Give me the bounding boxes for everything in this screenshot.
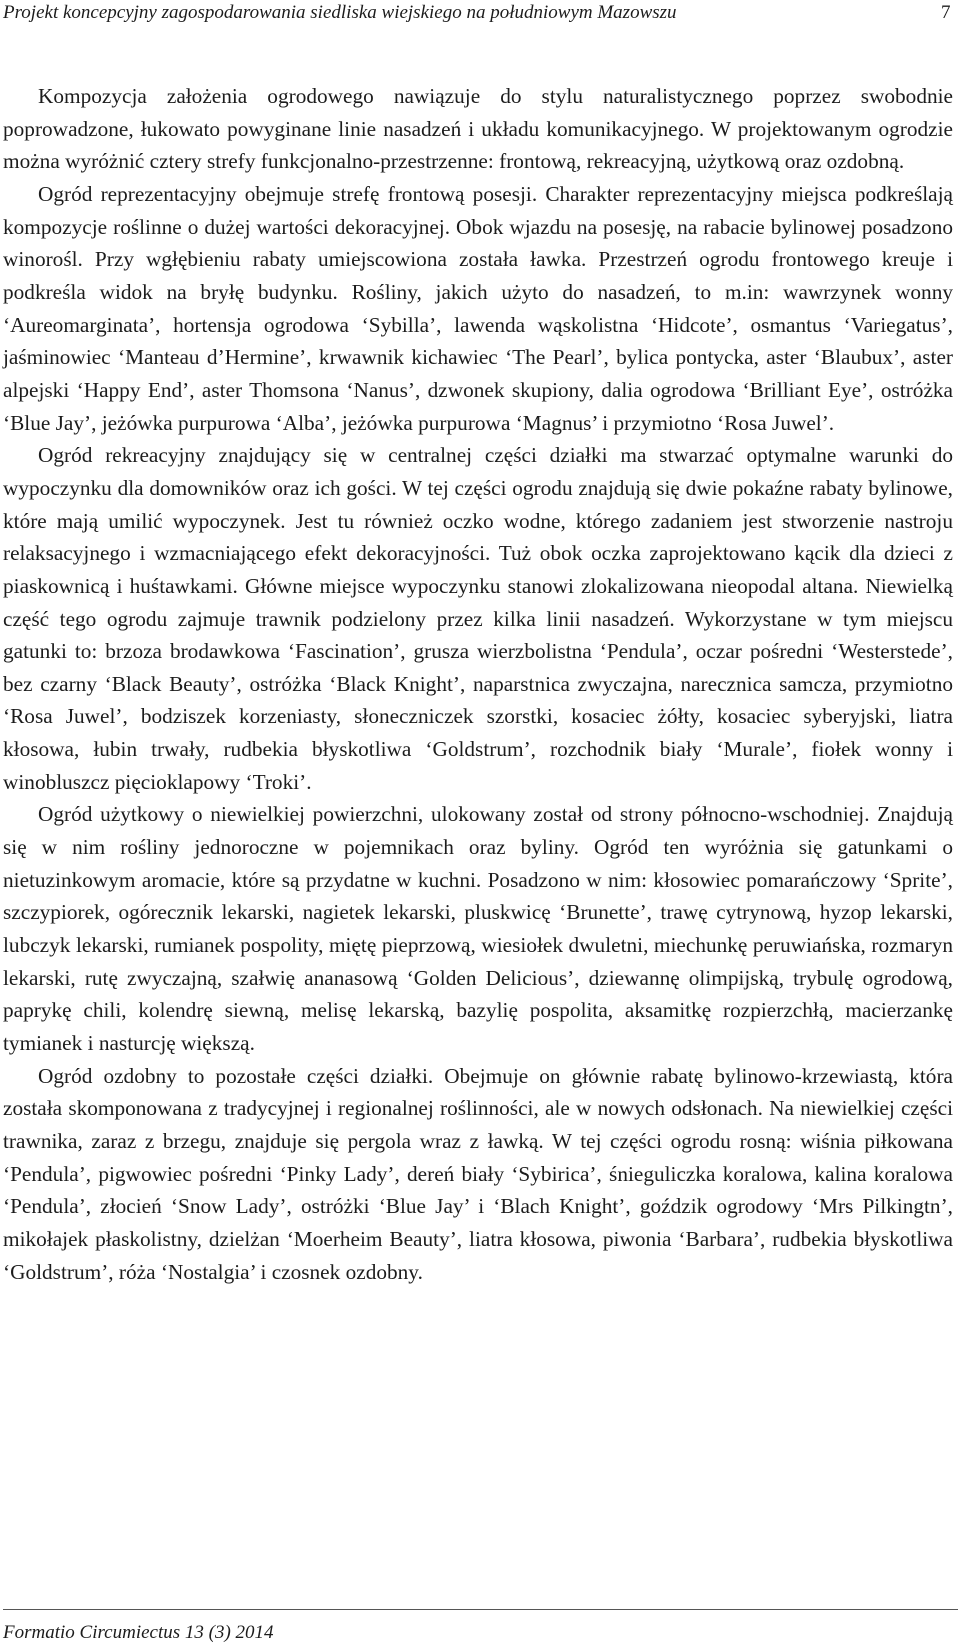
body-text — [3, 80, 953, 1288]
paragraph-ornamental-garden: Ogród ozdobny to pozostałe części działki. Obejmuje on głównie rabatę bylinowo-krzewiastą, która została skomponowana z tradycyjnej i regionalnej roślinności, ale w nowych odsłonach. Na niewielkiej części trawnika, zaraz z brzegu, znajduje się pergola wraz z ławką. W tej części ogrodu rosną: wiśnia piłkowana ‘Pendula’, pigwowiec pośredni ‘Pinky Lady’, dereń biały ‘Sybirica’, śnieguliczka koralowa, kalina koralowa ‘Pendula’, złocień ‘Snow Lady’, ostróżki ‘Blue Jay’ i ‘Blach Knight’, goździk ogrodowy ‘Mrs Pilkingtn’, mikołajek płaskolistny, dzielżan ‘Moerheim Beauty’, liatra kłosowa, piwonia ‘Barbara’, rudbekia błyskotliwa ‘Goldstrum’, róża ‘Nostalgia’ i czosnek ozdobny. — [3, 1063, 953, 1284]
footer-journal-citation: Formatio Circumiectus 13 (3) 2014 — [3, 1622, 274, 1643]
footer-divider — [3, 1609, 958, 1610]
page-number: 7 — [941, 2, 951, 23]
paragraph-recreational-garden: Ogród rekreacyjny znajdujący się w centralnej części działki ma stwarzać optymalne warunki do wypoczynku dla domowników oraz ich gości. W tej części ogrodu znajdują się dwie pokaźne rabaty bylinowe, które mają umilić wypoczynek. Jest tu również oczko wodne, którego zadaniem jest stworzenie nastroju relaksacyjnego i wzmacniającego efekt dekoracyjności. Tuż obok oczka zaprojektowano kącik dla dzieci z piaskownicą i huśtawkami. Główne miejsce wypoczynku stanowi zlokalizowana nieopodal altana. Niewielką część tego ogrodu zajmuje trawnik podzielony przez kilka linii nasadzeń. Wykorzystane w tym miejscu gatunki to: brzoza brodawkowa ‘Fascination’, grusza wierzbolistna ‘Pendula’, oczar pośredni ‘Westerstede’, bez czarny ‘Black Beauty’, ostróżka ‘Black Knight’, naparstnica zwyczajna, narecznica samcza, przymiotno ‘Rosa Juwel’, bodziszek korzeniasty, słoneczniczek szorstki, kosaciec żółty, kosaciec syberyjski, liatra kłosowa, łubin trwały, rudbekia błyskotliwa ‘Goldstrum’, rozchodnik biały ‘Murale’, fiołek wonny i winobluszcz pięcioklapowy ‘Troki’. — [3, 443, 953, 794]
running-header — [3, 0, 960, 30]
paragraph-composition: Kompozycja założenia ogrodowego nawiązuje do stylu naturalistycznego poprzez swobodnie poprowadzone, łukowato powyginane linie nasadzeń i układu komunikacyjnego. W projektowanym ogrodzie można wyróżnić cztery strefy funkcjonalno-przestrzenne: frontową, rekreacyjną, użytkową oraz ozdobną. — [3, 84, 953, 174]
running-header-title: Projekt koncepcyjny zagospodarowania siedliska wiejskiego na południowym Mazowszu — [3, 2, 677, 23]
paragraph-representative-garden: Ogród reprezentacyjny obejmuje strefę frontową posesji. Charakter reprezentacyjny miejsca podkreślają kompozycje roślinne o dużej wartości dekoracyjnej. Obok wjazdu na posesję, na rabacie bylinowej posadzono winorośl. Przy wgłębieniu rabaty umiejscowiona została ławka. Przestrzeń ogrodu frontowego kreuje i podkreśla widok na bryłę budynku. Rośliny, jakich użyto do nasadzeń, to m.in: wawrzynek wonny ‘Aureomarginata’, hortensja ogrodowa ‘Sybilla’, lawenda wąskolistna ‘Hidcote’, osmantus ‘Variegatus’, jaśminowiec ‘Manteau d’Hermine’, krwawnik kichawiec ‘The Pearl’, bylica pontycka, aster ‘Blaubux’, aster alpejski ‘Happy End’, aster Thomsona ‘Nanus’, dzwonek skupiony, dalia ogrodowa ‘Brilliant Eye’, ostróżka ‘Blue Jay’, jeżówka purpurowa ‘Alba’, jeżówka purpurowa ‘Magnus’ i przymiotno ‘Rosa Juwel’. — [3, 181, 953, 435]
paragraph-utility-garden: Ogród użytkowy o niewielkiej powierzchni, ulokowany został od strony północno-wschodniej. Znajdują się w nim rośliny jednoroczne w pojemnikach oraz byliny. Ogród ten wyróżnia się gatunkami o nietuzinkowym aromacie, które są przydatne w kuchni. Posadzono w nim: kłosowiec pomarańczowy ‘Sprite’, szczypiorek, ogórecznik lekarski, nagietek lekarski, pluskwicę ‘Brunette’, trawę cytrynową, hyzop lekarski, lubczyk lekarski, rumianek pospolity, miętę pieprzową, wiesiołek dwuletni, miechunkę peruwiańska, rozmaryn lekarski, rutę zwyczajną, szałwię ananasową ‘Golden Delicious’, dziewannę olimpijską, trybulę ogrodową, paprykę chili, kolendrę siewną, melisę lekarską, bazylię pospolita, aksamitkę rozpierzchłą, macierzankę tymianek i nasturcję większą. — [3, 802, 953, 1056]
